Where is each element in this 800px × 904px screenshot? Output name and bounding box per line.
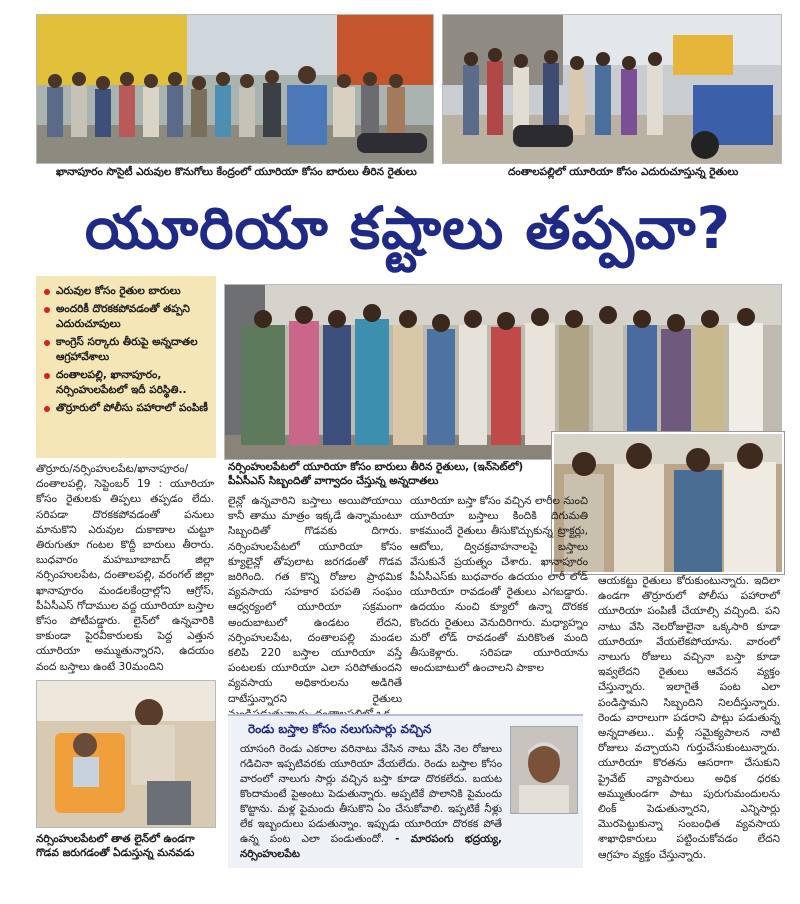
caption-top-left: ఖానాపూరం సొసైటీ ఎరువుల కొనుగోలు కేంద్రంలో యూరియా కోసం బారులు తీరిన రైతులు (56, 166, 417, 178)
caption-middle (228, 460, 548, 490)
quote-signature: - మారపంగు భద్రయ్య, నర్సింహులపేట (240, 833, 502, 860)
quote-body (240, 742, 502, 862)
caption-middle-text: నర్సింహులపేటలో యూరియా కోసం బారులు తీరిన రైతులు, (ఇన్‌సెట్‌లో) పీఏసీఎస్ సిబ్బందితో వాగ్వాదం చేస్తున్న అన్నదాతలు (228, 461, 524, 487)
article-column-1 (36, 462, 214, 678)
photo-crying-child (36, 680, 216, 828)
highlight-item: తొర్రూరులో పోలీసు పహారాలో పంపిణీ (44, 401, 208, 416)
quote-text: యాసంగి రెండు ఎకరాల వరినాటు వేసిన నాటు వేసి నెల రోజులు గడిచినా ఇప్పటివరకు యూరియా వేయలేదు. రెండు బస్తాల కోసం వారంలో నాలుగు సార్లు వచ్చిన బస్తా కూడా దొరకలేదు. బయట కొందామంటే పైఅంటు పెడుతున్నారు. అప్పటికే పొలానికి పైమందు కొట్టాను. మళ్ల పైమందు తీసుకొని ఏం చేసుకోవాలి. ఇప్పటికే నీళ్లు లేక ఇబ్బందులు పడుతున్నాం. ఇప్పుడు యూరియా దొరకక పోతే ఉన్న పంట ఎలా పండుతుందో. (240, 743, 502, 845)
highlights-box (36, 276, 216, 458)
headline: యూరియా కష్టాలు తప్పవా? (84, 194, 732, 262)
article-text: యూరియా బస్తా కోసం వచ్చిన లారీల నుంచి యూరియా బస్తాలు కిందికి దిగుమతి కాకముందే రైతులు తీసుకొచ్చుకున్న ట్రాక్టర్లు, ఆటోలు, ద్విచక్రవాహనాలపై బస్తాలు వేసుకునే ప్రయత్నం చేశారు. ఖానాపూరం పీఏసీఎస్‌కు బుధవారం ఉదయం లారీ లోడ్ యూరియా రావడంతో రైతులు ఎగబడ్డారు. ఉదయం నుంచి క్యూలో ఉన్నా దొరకక కొందరు రైతులు వెనుదిరిగారు. మధ్యాహ్నం మరో లోడ్ రావడంతో మరికొంత మంది తీసుకెళ్లారు. సరిపడా యూరియాను అందుబాటులో ఉంచాలని పాకాల (410, 495, 588, 675)
farmer-quote-box (228, 714, 583, 868)
highlight-item: అందరికీ దొరకకపోవడంతో తప్పని ఎదురుచూపులు (44, 302, 208, 332)
photo-queue-khanapuram (36, 14, 434, 164)
caption-top-right: దంతాలపల్లిలో యూరియా కోసం ఎదురుచూస్తున్న రైతులు (508, 166, 739, 178)
article-text: ఆయకట్టు రైతులు కోరుకుంటున్నారు. ఇదిలా ఉండగా తొర్రూరులో పోలీసు పహారాలో యూరియా పంపిణీ చేయాల్సి వచ్చింది. పని నాటు వేసి నెలరోజులైనా ఒక్కసారి కూడా యూరియా వేయలేకపోయాను. వారంలో నాలుగు రోజులు వచ్చినా బస్తా కూడా ఇవ్వలేదని రైతులు ఆవేదన వ్యక్తం చేస్తున్నారు. ఇలాగైతే పంట ఎలా పండిస్తామని సిబ్బందిని నిలదీస్తున్నారు. రెండు వారాలుగా పడరాని పాట్లు పడుతున్న అన్నదాతలు.. మళ్లీ సమైక్యపాలన నాటి రోజులు వచ్చాయని గుర్తుచేసుకుంటున్నారు. యూరియా కొరతను ఆసరాగా చేసుకుని ప్రైవేట్ వ్యాపారులు అధిక ధరకు అమ్ముతుండగా పాటు పురుగుమందులను లింక్ పెడుతున్నారని, ఎన్నిసార్లు మొరపెట్టుకున్నా సంబంధిత వ్యవసాయ శాఖాధికారులు పట్టించుకోవడం లేదని ఆగ్రహం వ్యక్తం చేస్తున్నారు. (598, 575, 780, 861)
article-column-3 (410, 494, 588, 710)
article-column-2 (228, 494, 402, 710)
highlight-item: ఎరువుల కోసం రైతుల బారులు (44, 284, 208, 299)
highlight-item: కాంగ్రెస్ సర్కారు తీరుపై అన్నదాతల ఆగ్రహావేశాలు (44, 335, 208, 365)
quote-title: రెండు బస్తాల కోసం నలుగుసార్లు వచ్చిన (248, 722, 432, 736)
article-text: లైన్లో ఉన్నవారిని బస్తాలు అయిపోయాయి కానీ తాము మాత్రం ఇక్కడే ఉన్నామంటూ సిబ్బందితో గొడవకు దిగారు. నర్సింహులపేటలో యూరియా కోసం క్యూలైన్లో తోపులాట జరగడంతో గొడవ జరిగింది. గత కొన్ని రోజుల ప్రాథమిక వ్యవసాయ సహకార పరపతి సంఘం ఆధ్వర్యంలో యూరియా సక్రమంగా అందుబాటులో ఉండటం లేదని, నర్సింహులపేట, దంతాలపల్లి మండల కలిపి 220 బస్తాల యూరియా వస్తే పంటలకు యూరియా ఎలా సరిపోతుందని వ్యవసాయ అధికారులను అడిగితే దాటేస్తున్నారని రైతులు (228, 495, 402, 705)
highlight-item: దంతాలపల్లి, ఖానాపూరం, నర్సింహులపేటలో ఇదీ పరిస్థితి.. (44, 368, 208, 398)
photo-waiting-dantalapalli (442, 14, 782, 164)
caption-child-text: నర్సింహులపేటలో తాత లైన్‌లో ఉండగా గొడవ జరుగడంతో ఏడుస్తున్న మనవడు (36, 833, 195, 859)
article-text: తొర్రూరు/నర్సింహులపేట/ఖానాపూరం/దంతాలపల్లి, సెప్టెంబర్ 19 : యూరియా కోసం రైతులకు తిప్పలు తప్పడం లేదు. సరిపడా దొరకకపోవడంతో పనులు మానుకొని ఎరువుల దుకాణాల చుట్టూ తిరుగుతూ గంటల కొద్దీ బారులు తీరారు. బుధవారం మహబూబాబాద్ జిల్లా నర్సింహులపేట, దంతాలపల్లి, వరంగల్ జిల్లా ఖానాపూరం మండలకేంద్రాల్లోని ఆగ్రోస్, పీఏసీఎస్ గోదాముల వద్ద యూరియా బస్తాల కోసం పోటీపడ్డారు. లైన్‌లో ఉన్నవారికి కాకుండా పైరవీకారులకు పెద్ద ఎత్తున యూరియా అమ్ముతున్నారని, ఉదయం వంద బస్తాలు ఉంటే 30మందిని (36, 463, 214, 673)
caption-child (36, 832, 214, 862)
farmer-portrait (510, 726, 578, 814)
article-column-4 (598, 574, 780, 872)
